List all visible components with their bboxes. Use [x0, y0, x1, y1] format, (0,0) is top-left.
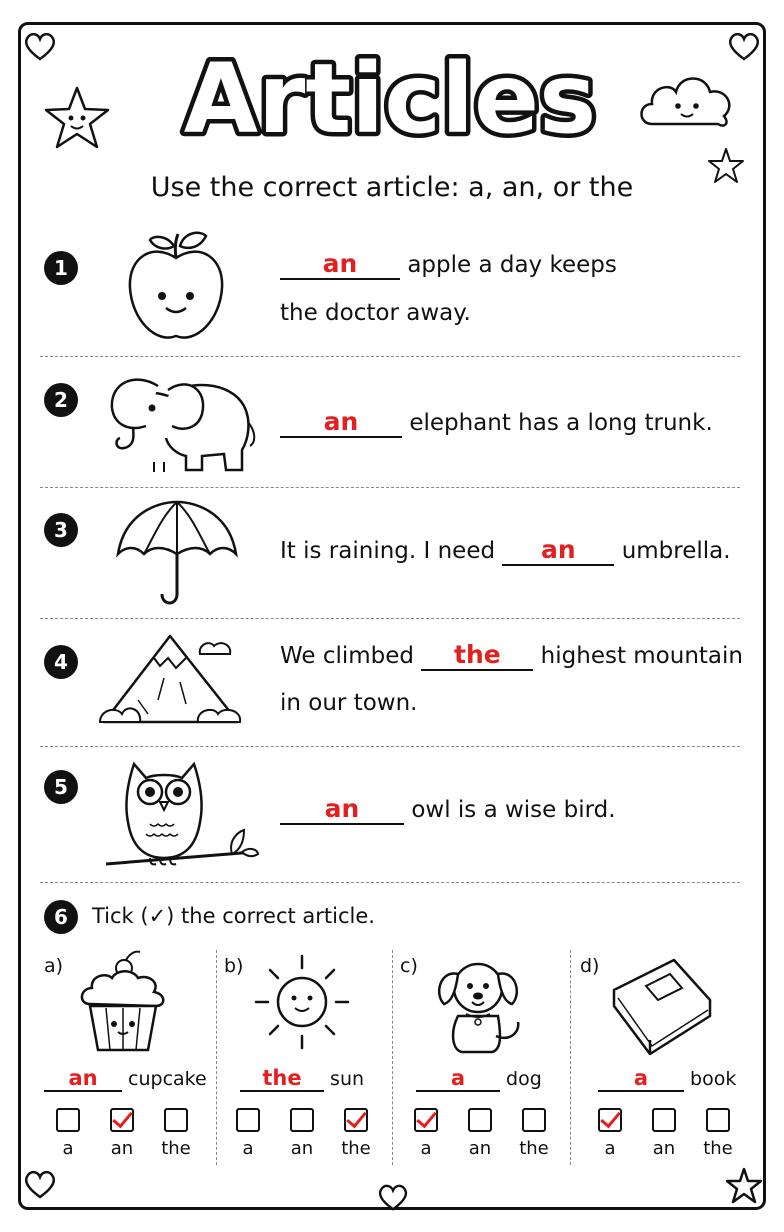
word-line [416, 1066, 542, 1092]
sentence-line-2: the doctor away. [280, 300, 471, 326]
sentence-text: highest mountain [540, 643, 743, 669]
umbrella-icon [114, 496, 240, 610]
word-line [44, 1066, 207, 1092]
sun-icon [252, 952, 352, 1052]
checkbox-an[interactable] [468, 1108, 492, 1132]
item-letter: c) [400, 955, 418, 977]
answer-blank[interactable]: an [280, 795, 404, 825]
page-title [140, 36, 640, 156]
question-number: 6 [44, 900, 78, 934]
owl-icon [104, 752, 260, 874]
heart-icon [376, 1182, 410, 1212]
column-divider [392, 950, 393, 1165]
checkbox-an[interactable] [652, 1108, 676, 1132]
item-letter: a) [44, 955, 64, 977]
heart-icon [22, 1168, 58, 1200]
sentence-line [280, 250, 617, 280]
sentence-text: owl is a wise bird. [411, 797, 616, 823]
tick-instruction: Tick (✓) the correct article. [92, 904, 375, 928]
book-icon [604, 956, 716, 1056]
checkbox-a[interactable] [236, 1108, 260, 1132]
heart-icon [726, 30, 762, 62]
sentence-line [280, 408, 713, 438]
checkbox-the[interactable] [344, 1108, 368, 1132]
word: sun [330, 1068, 365, 1090]
column-divider [216, 950, 217, 1165]
column-divider [570, 950, 571, 1165]
checkbox-the[interactable] [164, 1108, 188, 1132]
sentence-line-2: in our town. [280, 690, 418, 716]
checkbox-an[interactable] [110, 1108, 134, 1132]
answer-blank[interactable]: an [280, 250, 400, 280]
answer-blank[interactable]: a [598, 1066, 684, 1092]
heart-icon [22, 30, 58, 62]
question-number: 5 [44, 770, 78, 804]
word: book [690, 1068, 737, 1090]
checkbox-a[interactable] [598, 1108, 622, 1132]
sentence-line [280, 536, 731, 566]
option-label: an [290, 1138, 314, 1159]
word-line [598, 1066, 736, 1092]
option-label: a [242, 1138, 254, 1159]
answer-blank[interactable]: an [44, 1066, 122, 1092]
sentence-text: elephant has a long trunk. [409, 410, 713, 436]
word-line [240, 1066, 364, 1092]
mountain-icon [98, 630, 244, 728]
checkbox-the[interactable] [522, 1108, 546, 1132]
option-label: an [652, 1138, 676, 1159]
word: dog [506, 1068, 542, 1090]
question-number: 3 [44, 513, 78, 547]
answer-blank[interactable]: an [280, 408, 402, 438]
checkbox-an[interactable] [290, 1108, 314, 1132]
instruction: Use the correct article: a, an, or the [150, 172, 634, 203]
option-label: the [519, 1138, 549, 1159]
word: cupcake [128, 1068, 207, 1090]
divider [40, 356, 740, 357]
dog-icon [430, 952, 526, 1056]
sentence-text: umbrella. [621, 538, 731, 564]
question-number: 1 [44, 251, 78, 285]
option-label: an [110, 1138, 134, 1159]
answer-blank[interactable]: the [421, 641, 533, 671]
title-text: Articles [183, 43, 597, 155]
star-face-icon [42, 84, 112, 154]
sentence-text: It is raining. I need [280, 538, 496, 564]
option-label: a [62, 1138, 74, 1159]
apple-icon [122, 228, 230, 346]
cupcake-icon [76, 948, 170, 1054]
sentence-line [280, 795, 616, 825]
cloud-face-icon [634, 62, 740, 138]
option-label: a [604, 1138, 616, 1159]
option-label: the [703, 1138, 733, 1159]
option-label: a [420, 1138, 432, 1159]
answer-blank[interactable]: a [416, 1066, 500, 1092]
sentence-text: We climbed [280, 643, 415, 669]
checkbox-a[interactable] [414, 1108, 438, 1132]
star-icon [724, 1166, 764, 1206]
checkbox-a[interactable] [56, 1108, 80, 1132]
divider [40, 487, 740, 488]
answer-blank[interactable]: an [502, 536, 614, 566]
item-letter: d) [580, 955, 600, 977]
sentence-text: apple a day keeps [407, 252, 617, 278]
item-letter: b) [224, 955, 244, 977]
question-number: 2 [44, 383, 78, 417]
option-label: the [161, 1138, 191, 1159]
question-number: 4 [44, 645, 78, 679]
divider [40, 746, 740, 747]
option-label: an [468, 1138, 492, 1159]
option-label: the [341, 1138, 371, 1159]
checkbox-the[interactable] [706, 1108, 730, 1132]
sentence-line [280, 641, 743, 671]
elephant-icon [106, 366, 260, 476]
answer-blank[interactable]: the [240, 1066, 324, 1092]
divider [40, 882, 740, 883]
divider [40, 618, 740, 619]
